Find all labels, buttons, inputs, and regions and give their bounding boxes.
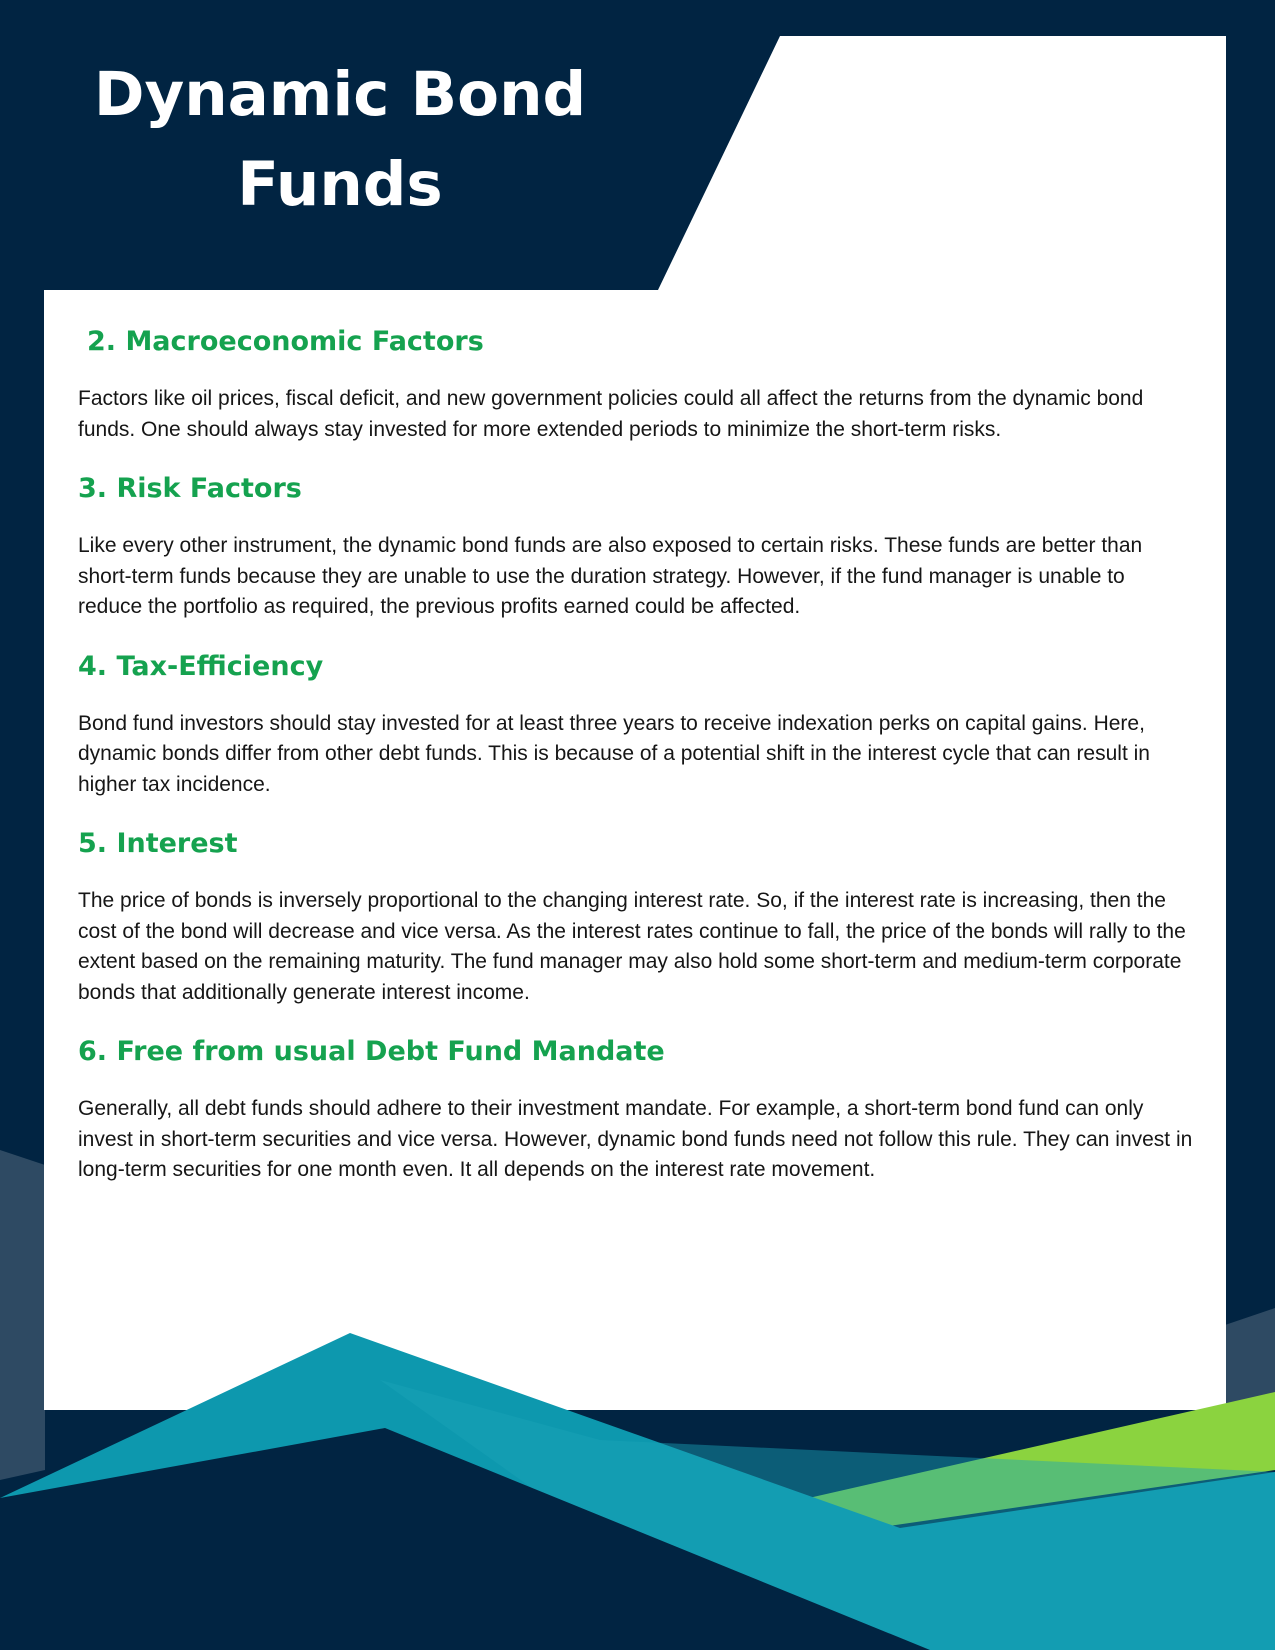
section-body: Like every other instrument, the dynamic bond funds are also exposed to certain risks. These funds are better than short-term funds because they are unable to use the duration strategy. However, if the fund manager is unable to reduce the portfolio as required, the previous profits earned could be affected. <box>78 534 1143 618</box>
section-heading: 4. Tax-Efficiency <box>78 650 324 682</box>
section-tax-efficiency <box>78 647 1194 801</box>
section-body: Bond fund investors should stay invested for at least three years to receive indexation perks on capital gains. Here, dynamic bonds differ from other debt funds. This is because of a potential shift in the interest cycle that can result in higher tax incidence. <box>78 711 1150 796</box>
section-debt-fund-mandate <box>78 1032 1194 1186</box>
section-heading: 2. Macroeconomic Factors <box>87 326 484 357</box>
section-body: The price of bonds is inversely proportional to the changing interest rate. So, if the interest rate is increasing, then the cost of the bond will decrease and vice versa. As the interest rates continue to fall, the price of the bonds will rally to the extent based on the remaining maturity. The fund manager may also hold some short-term and medium-term corporate bonds that additionally generate interest income. <box>78 889 1186 1004</box>
section-body: Generally, all debt funds should adhere to their investment mandate. For example, a short-term bond fund can only invest in short-term securities and vice versa. However, dynamic bond funds need not follow this rule. They can invest in long-term securities for one month even. It all depends on the interest rate movement. <box>78 1097 1193 1181</box>
section-heading: 6. Free from usual Debt Fund Mandate <box>78 1036 665 1067</box>
page-title: Dynamic Bond Funds <box>93 59 587 220</box>
left-slate-band <box>0 1150 45 1480</box>
content-area <box>78 322 1194 1210</box>
section-risk-factors <box>78 469 1194 623</box>
section-interest <box>78 824 1194 1008</box>
section-body: Factors like oil prices, fiscal deficit, and new government policies could all affect the returns from the dynamic bond funds. One should always stay invested for more extended periods to minimize the short-term risks. <box>78 387 1144 441</box>
section-heading: 5. Interest <box>78 828 238 859</box>
section-heading: 3. Risk Factors <box>78 473 302 504</box>
section-macroeconomic-factors <box>78 322 1194 445</box>
